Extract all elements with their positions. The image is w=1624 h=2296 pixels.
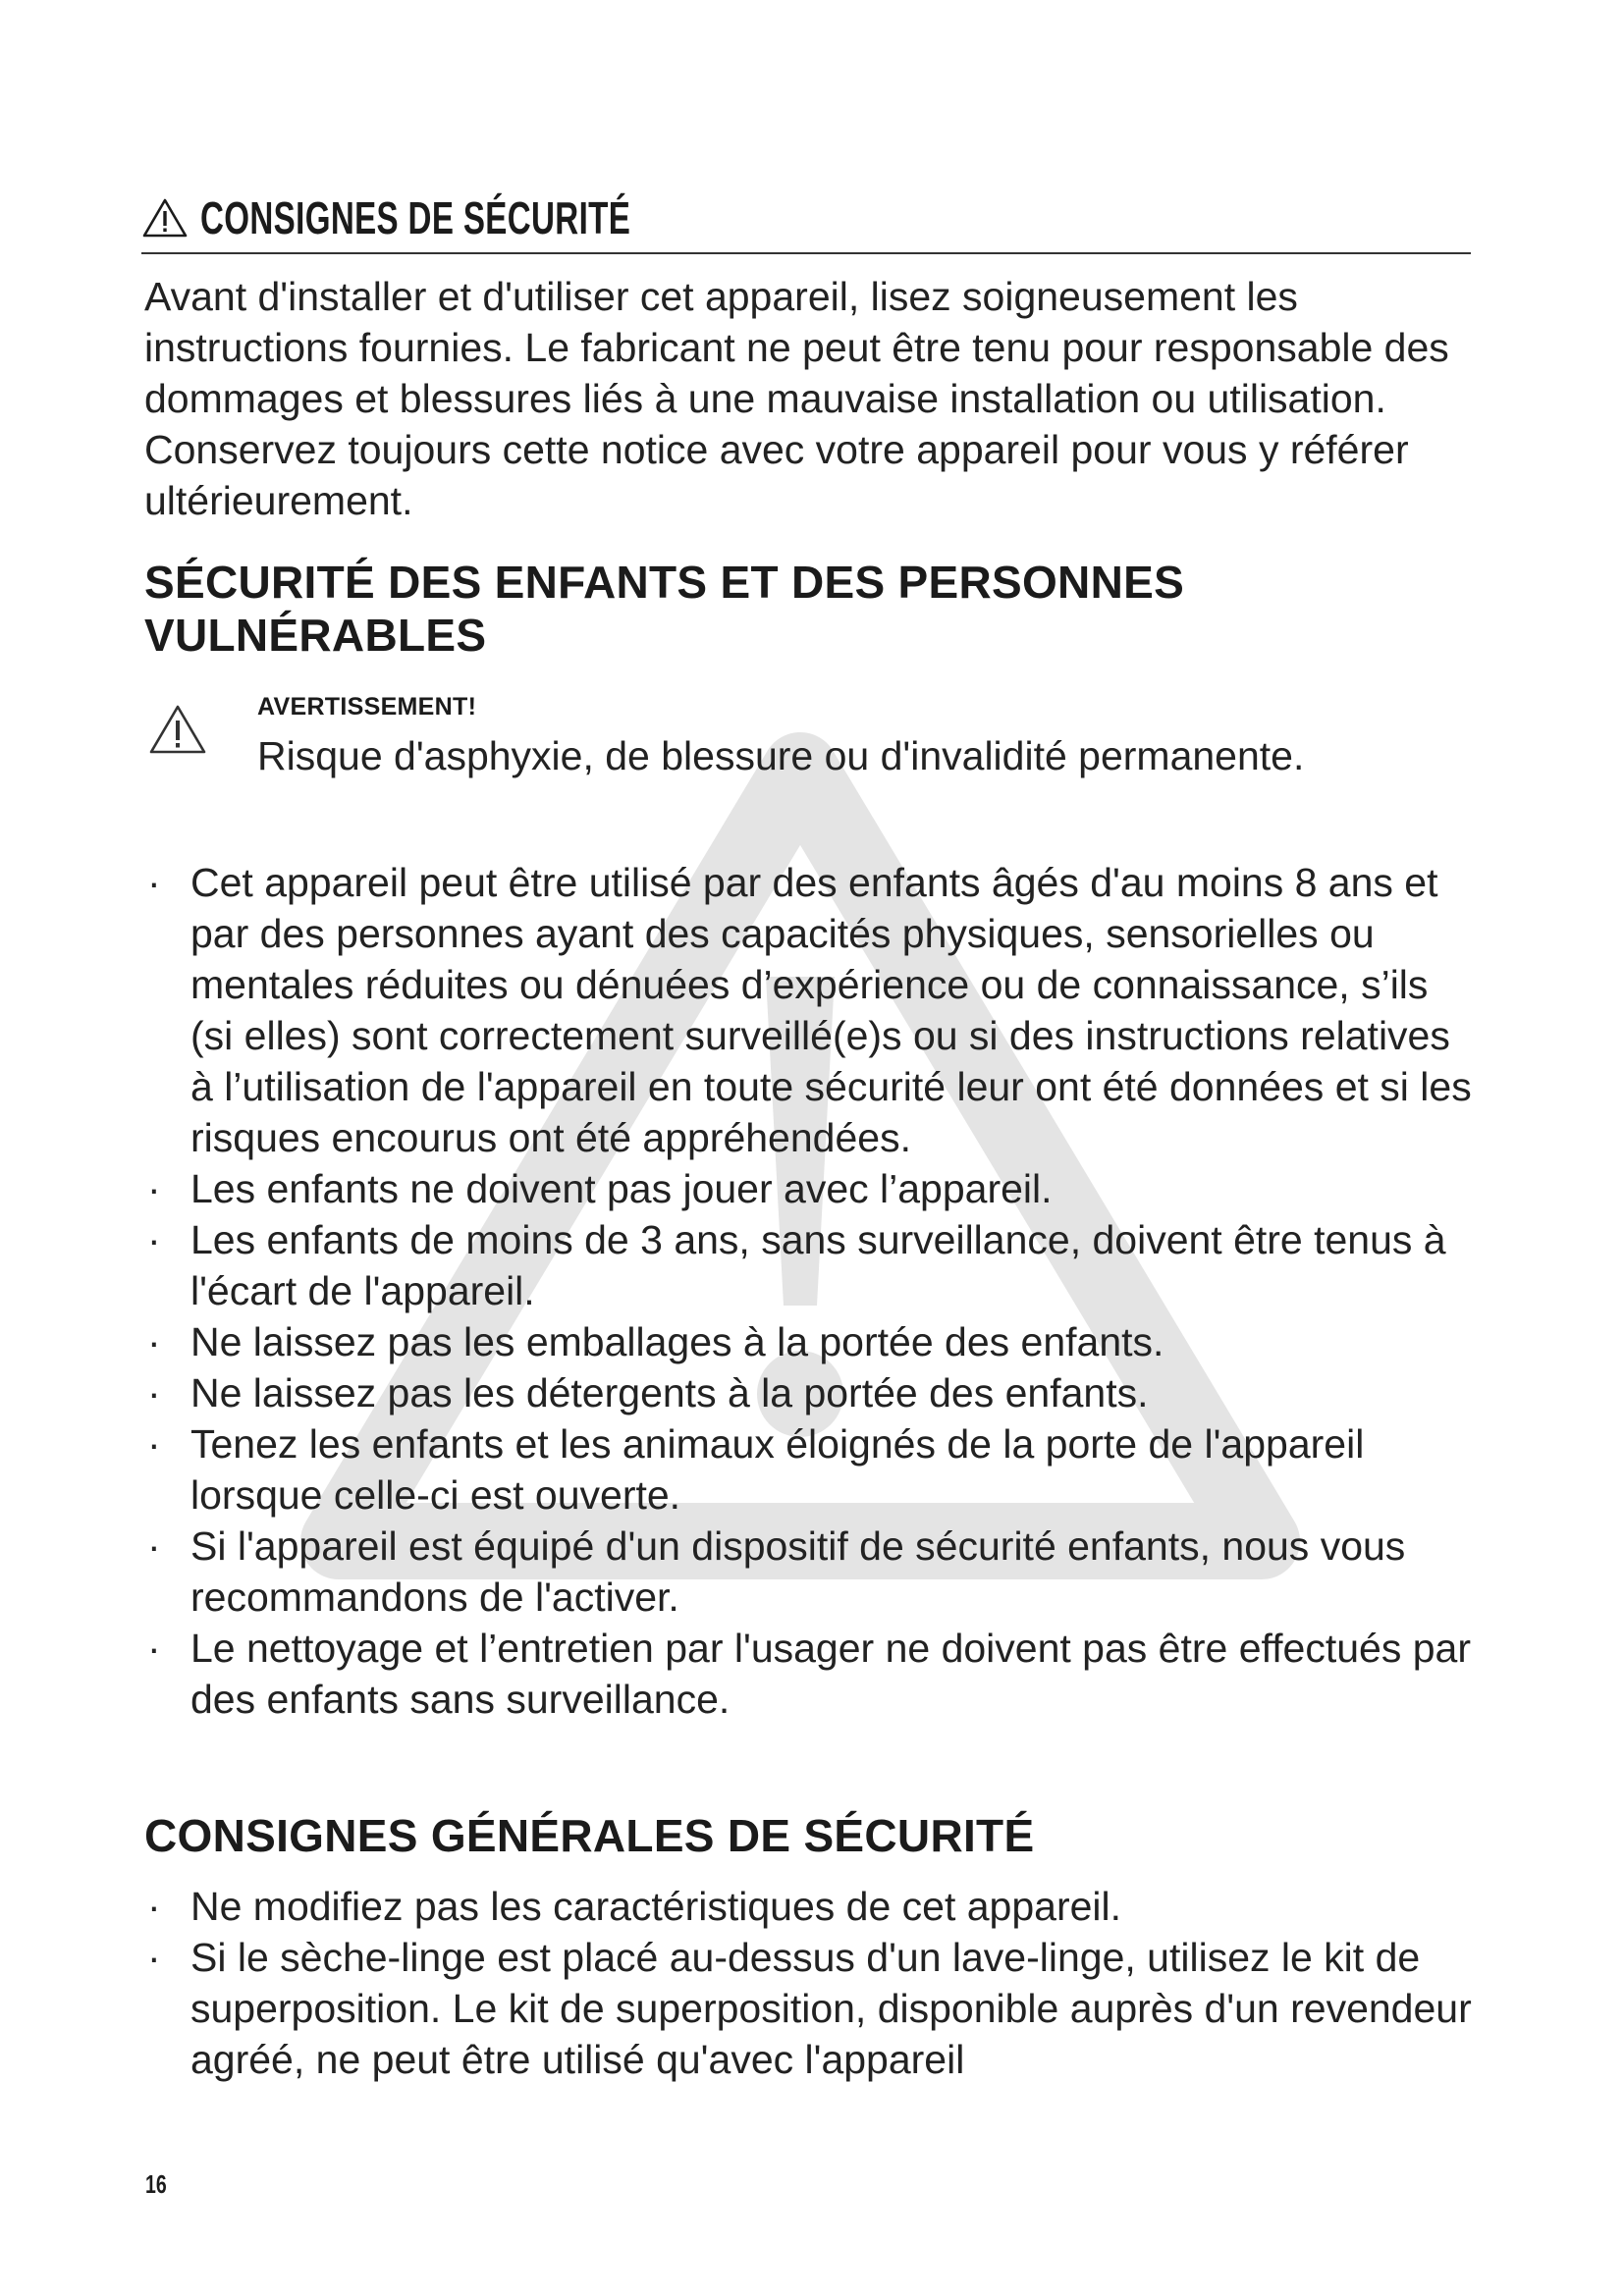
section-title [141, 189, 1471, 254]
bullet: · [147, 1166, 161, 1211]
list-item: · Si l'appareil est équipé d'un dispositif de sécurité enfants, nous vous recommandons de l'activer. [143, 1521, 1479, 1623]
children-safety-heading: SÉCURITÉ DES ENFANTS ET DES PERSONNES VULNÉRABLES [144, 557, 1185, 661]
children-safety-list [143, 857, 1479, 1725]
list-item: · Ne laissez pas les détergents à la portée des enfants. [143, 1367, 1479, 1418]
bullet: · [147, 1319, 161, 1364]
bullet: · [147, 1523, 161, 1569]
general-safety-heading: CONSIGNES GÉNÉRALES DE SÉCURITÉ [144, 1810, 1035, 1861]
list-item: · Les enfants de moins de 3 ans, sans surveillance, doivent être tenus à l'écart de l'appareil. [143, 1214, 1479, 1316]
list-item: · Cet appareil peut être utilisé par des enfants âgés d'au moins 8 ans et par des personnes ayant des capacités physiques, sensorielles ou mentales réduites ou dénuées d’expérience ou de connaissance, s’ils (si elles) sont correctement surveillé(e)s ou si des instructions relatives à l’utilisation de l'appareil en toute sécurité leur ont été données et si les risques encourus ont été appréhendées. [143, 857, 1479, 1163]
warning-icon [147, 703, 208, 756]
page-number: 16 [145, 2169, 167, 2199]
warning-triangle-icon [141, 197, 189, 239]
bullet: · [147, 1884, 161, 1929]
list-item: · Ne laissez pas les emballages à la portée des enfants. [143, 1316, 1479, 1367]
bullet: · [147, 1370, 161, 1415]
bullet: · [147, 860, 161, 905]
intro-paragraph: Avant d'installer et d'utiliser cet appareil, lisez soigneusement les instructions fournies. Le fabricant ne peut être tenu pour responsable des dommages et blessures liés à une mauvaise installation ou utilisation. Conservez toujours cette notice avec votre appareil pour vous y référer ultérieurement. [144, 274, 1449, 523]
list-item: · Tenez les enfants et les animaux éloignés de la porte de l'appareil lorsque celle-ci est ouverte. [143, 1418, 1479, 1521]
list-item: · Ne modifiez pas les caractéristiques de cet appareil. [143, 1881, 1479, 1932]
bullet: · [147, 1421, 161, 1467]
general-safety-list [143, 1881, 1479, 2085]
bullet: · [147, 1935, 161, 1980]
section-title-text: CONSIGNES DE SÉCURITÉ [200, 192, 631, 243]
list-item: · Si le sèche-linge est placé au-dessus d'un lave-linge, utilisez le kit de superposition. Le kit de superposition, disponible auprès d'un revendeur agréé, ne peut être utilisé qu'avec l'appareil [143, 1932, 1479, 2085]
warning-label: AVERTISSEMENT! [257, 693, 477, 721]
list-item: · Les enfants ne doivent pas jouer avec l’appareil. [143, 1163, 1479, 1214]
warning-text: Risque d'asphyxie, de blessure ou d'invalidité permanente. [257, 733, 1305, 778]
list-item: · Le nettoyage et l’entretien par l'usager ne doivent pas être effectués par des enfants sans surveillance. [143, 1623, 1479, 1725]
bullet: · [147, 1217, 161, 1262]
bullet: · [147, 1626, 161, 1671]
